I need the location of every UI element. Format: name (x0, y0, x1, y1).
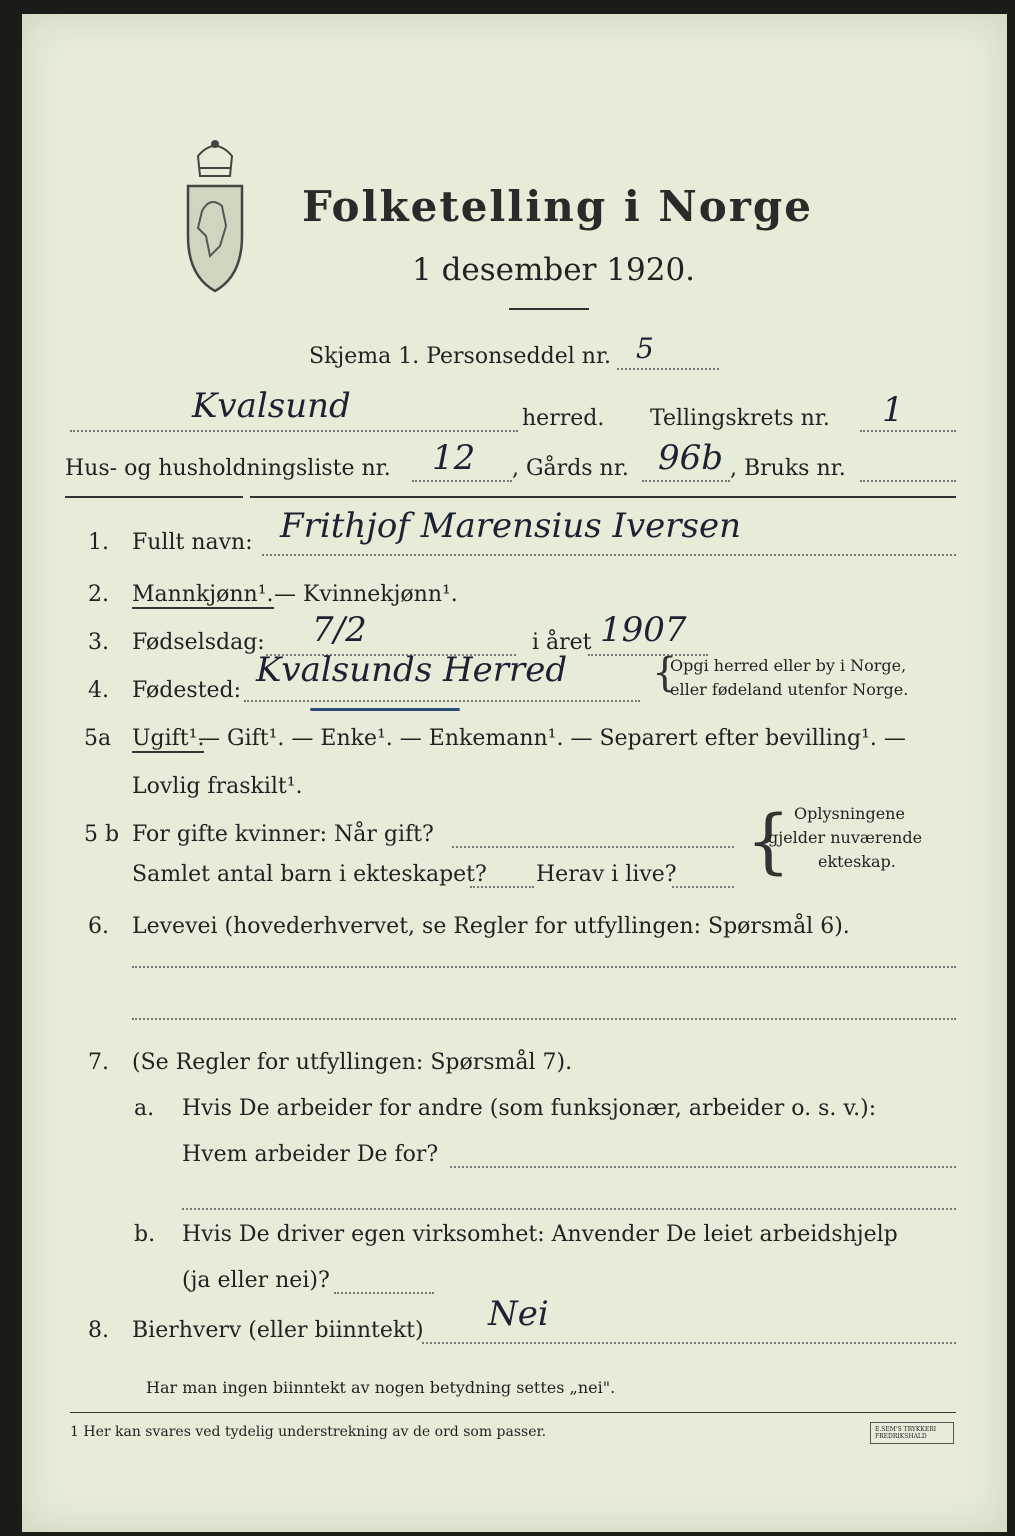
unmarried-option: Ugift¹. (132, 726, 205, 751)
q5a-number: 5a (84, 726, 112, 751)
form-title: Folketelling i Norge (302, 182, 814, 231)
q7b-text: Hvis De driver egen virksomhet: Anvender De leiet arbeidshjelp (182, 1222, 898, 1247)
q7a-line1 (450, 1166, 956, 1168)
herred-line (70, 430, 518, 432)
birthplace-value: Kvalsunds Herred (256, 650, 568, 690)
tellingskrets-label: Tellingskrets nr. (650, 406, 830, 431)
skjema-line (617, 368, 719, 370)
q8-line (422, 1342, 956, 1344)
hus-line (412, 480, 512, 482)
gards-label: , Gårds nr. (512, 456, 629, 481)
q6-line2 (132, 1018, 956, 1020)
gards-value: 96b (658, 438, 724, 478)
q1-label: Fullt navn: (132, 530, 253, 555)
q5b-note1: Oplysningene (794, 804, 905, 823)
q7b-question: (ja eller nei)? (182, 1268, 330, 1293)
birthday-value: 7/2 (312, 610, 367, 650)
birth-year-value: 1907 (600, 610, 687, 650)
header-rule-left (65, 496, 243, 498)
male-option: Mannkjønn¹. (132, 582, 274, 607)
tellingskrets-value: 1 (882, 390, 904, 430)
alive-label: Herav i live? (536, 862, 677, 887)
printer-stamp: E.SEM'S TRYKKERI FREDRIKSHALD (870, 1422, 954, 1444)
q6-number: 6. (88, 914, 109, 939)
q7a-line2 (182, 1208, 956, 1210)
bruks-line (860, 480, 956, 482)
q4-line (244, 700, 640, 702)
q5b-label: For gifte kvinner: Når gift? (132, 822, 434, 847)
hus-value: 12 (432, 438, 476, 478)
q7b-line (334, 1292, 434, 1294)
female-option: — Kvinnekjønn¹. (274, 582, 458, 607)
footnote: 1 Her kan svares ved tydelig understrekning av de ord som passer. (70, 1424, 547, 1440)
footer-rule (70, 1412, 956, 1413)
herred-value: Kvalsund (192, 386, 351, 426)
q4-brace: { (652, 650, 678, 696)
q8-number: 8. (88, 1318, 109, 1343)
q7-number: 7. (88, 1050, 109, 1075)
q4-number: 4. (88, 678, 109, 703)
q5b-note3: ekteskap. (818, 852, 896, 871)
divorced-option: Lovlig fraskilt¹. (132, 774, 303, 799)
q4-note-line2: eller fødeland utenfor Norge. (670, 680, 909, 699)
q5b-note2: gjelder nuværende (768, 828, 923, 847)
children-label: Samlet antal barn i ekteskapet? (132, 862, 487, 887)
hus-label: Hus- og husholdningsliste nr. (65, 456, 391, 481)
alive-line (672, 886, 734, 888)
q4-label: Fødested: (132, 678, 242, 703)
q7b-number: b. (134, 1222, 156, 1247)
personseddel-number: 5 (636, 332, 654, 365)
q5b-line1 (452, 846, 734, 848)
q1-line (262, 554, 956, 556)
q6-line1 (132, 966, 956, 968)
herred-label: herred. (522, 406, 605, 431)
census-date: 1 desember 1920. (412, 252, 696, 288)
q3-label: Fødselsdag: (132, 630, 265, 655)
gards-line (642, 480, 730, 482)
q1-number: 1. (88, 530, 109, 555)
bruks-label: , Bruks nr. (730, 456, 846, 481)
census-form (22, 14, 1007, 1532)
q7a-number: a. (134, 1096, 155, 1121)
year-label: i året (532, 630, 592, 655)
birthplace-underline (310, 708, 460, 711)
q5b-brace: { (746, 800, 791, 882)
q7a-question: Hvem arbeider De for? (182, 1142, 439, 1167)
q7-label: (Se Regler for utfyllingen: Spørsmål 7). (132, 1050, 573, 1075)
q7a-text: Hvis De arbeider for andre (som funksjonær, arbeider o. s. v.): (182, 1096, 877, 1121)
q5b-number: 5 b (84, 822, 120, 847)
q2-number: 2. (88, 582, 109, 607)
coat-of-arms-icon (180, 136, 250, 300)
title-divider (509, 308, 589, 310)
q3-number: 3. (88, 630, 109, 655)
full-name-value: Frithjof Marensius Iversen (280, 506, 741, 546)
q4-note-line1: Opgi herred eller by i Norge, (670, 656, 907, 675)
footer-note: Har man ingen biinntekt av nogen betydning settes „nei". (146, 1378, 616, 1397)
tellingskrets-line (860, 430, 956, 432)
skjema-label: Skjema 1. Personseddel nr. (309, 344, 612, 369)
q6-label: Levevei (hovederhvervet, se Regler for utfyllingen: Spørsmål 6). (132, 914, 850, 939)
header-rule-right (250, 496, 956, 498)
marital-options: — Gift¹. — Enke¹. — Enkemann¹. — Separert efter bevilling¹. — (198, 726, 906, 751)
secondary-income-value: Nei (488, 1294, 549, 1334)
q8-label: Bierhverv (eller biinntekt) (132, 1318, 424, 1343)
children-line (470, 886, 534, 888)
